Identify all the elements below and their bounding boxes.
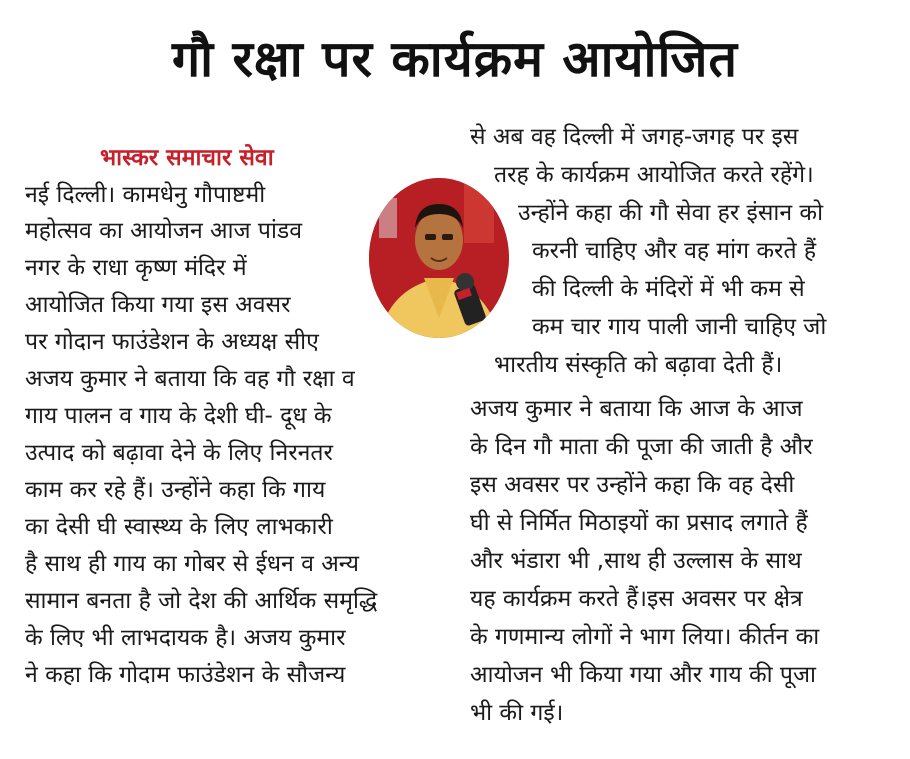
left-column-line: के लिए भी लाभदायक है। अजय कुमार [25, 625, 346, 651]
right-column-line: कम चार गाय पाली जानी चाहिए जो [532, 314, 827, 340]
left-column-line: उत्पाद को बढ़ावा देने के लिए निरनतर [25, 440, 333, 466]
left-column-line: है साथ ही गाय का गोबर से ईधन व अन्य [25, 551, 359, 577]
left-column-line: काम कर रहे हैं। उन्होंने कहा कि गाय [25, 477, 326, 503]
right-column-line: से अब वह दिल्ली में जगह-जगह पर इस [470, 124, 799, 150]
speaker-photo-illustration [369, 178, 509, 338]
right-column-line: के दिन गौ माता की पूजा की जाती है और [470, 434, 813, 460]
right-column-line: भारतीय संस्कृति को बढ़ावा देती हैं। [494, 352, 783, 378]
right-column-line: भी की गई। [470, 700, 564, 726]
speaker-photo [369, 178, 509, 338]
right-column-line: यह कार्यक्रम करते हैं।इस अवसर पर क्षेत्र [470, 586, 803, 612]
right-column-line: इस अवसर पर उन्होंने कहा कि वह देसी [470, 472, 795, 498]
right-column-line: तरह के कार्यक्रम आयोजित करते रहेंगे। [494, 162, 814, 188]
right-column-line: करनी चाहिए और वह मांग करते हैं [532, 238, 817, 264]
right-column-line: के गणमान्य लोगों ने भाग लिया। कीर्तन का [470, 624, 820, 650]
left-column-line: नई दिल्ली। कामधेनु गौपाष्टमी [25, 182, 266, 208]
left-column-line: गाय पालन व गाय के देशी घी- दूध के [25, 403, 332, 429]
left-column-line: आयोजित किया गया इस अवसर [25, 292, 291, 318]
left-column-line: महोत्सव का आयोजन आज पांडव [25, 218, 303, 244]
left-column-line: का देसी घी स्वास्थ्य के लिए लाभकारी [25, 514, 333, 540]
right-column-line: घी से निर्मित मिठाइयों का प्रसाद लगाते हैं [470, 510, 808, 536]
left-column-line: नगर के राधा कृष्ण मंदिर में [25, 255, 247, 281]
right-column-line: अजय कुमार ने बताया कि आज के आज [470, 396, 803, 422]
right-column-line: आयोजन भी किया गया और गाय की पूजा [470, 662, 816, 688]
right-column-line: उन्होंने कहा की गौ सेवा हर इंसान को [518, 200, 824, 226]
left-column-line: पर गोदान फाउंडेशन के अध्यक्ष सीए [25, 329, 319, 355]
byline: भास्कर समाचार सेवा [100, 145, 274, 171]
headline: गौ रक्षा पर कार्यक्रम आयोजित [171, 30, 739, 88]
left-column-line: ने कहा कि गोदाम फाउंडेशन के सौजन्य [25, 662, 346, 688]
right-column-line: की दिल्ली के मंदिरों में भी कम से [532, 276, 805, 302]
left-column-line: सामान बनता है जो देश की आर्थिक समृद्धि [25, 588, 378, 614]
left-column-line: अजय कुमार ने बताया कि वह गौ रक्षा व [25, 366, 355, 392]
right-column-line: और भंडारा भी ,साथ ही उल्लास के साथ [470, 548, 802, 574]
